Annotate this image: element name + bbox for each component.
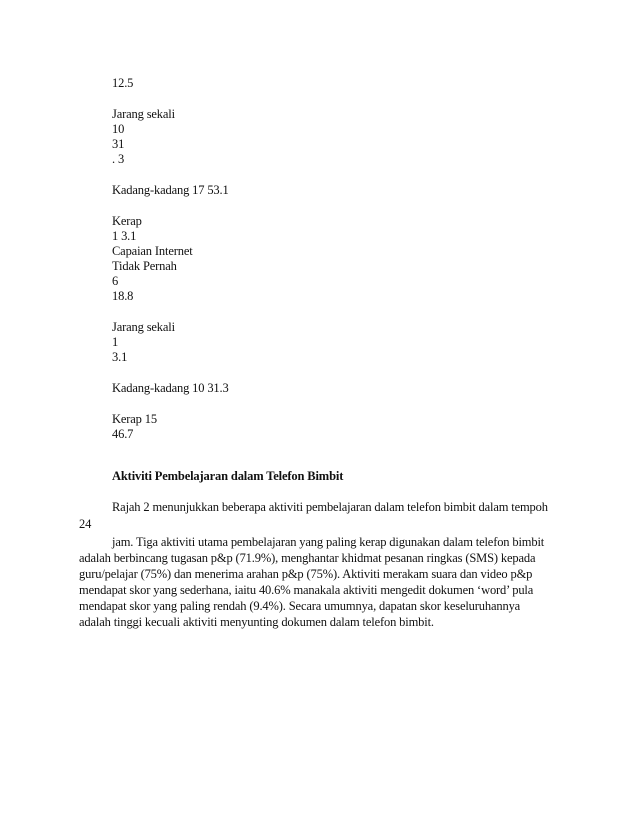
paragraph-line: adalah berbincang tugasan p&p (71.9%), menghantar khidmat pesanan ringkas (SMS) kepada xyxy=(79,551,536,565)
stat-line: 6 xyxy=(112,274,119,288)
paragraph-line: guru/pelajar (75%) dan menerima arahan p&p (75%). Aktiviti merakam suara dan video p&p xyxy=(79,567,533,581)
stat-line: Kadang-kadang 10 31.3 xyxy=(112,381,229,395)
stat-line: 10 xyxy=(112,122,125,136)
stat-line: 31 xyxy=(112,137,125,151)
stat-line: Kerap xyxy=(112,214,142,228)
stat-line: 1 xyxy=(112,335,119,349)
stat-line: . 3 xyxy=(112,152,125,166)
paragraph-line: 24 xyxy=(79,517,92,531)
stat-line: Kadang-kadang 17 53.1 xyxy=(112,183,229,197)
stat-line: Capaian Internet xyxy=(112,244,193,258)
paragraph-line: jam. Tiga aktiviti utama pembelajaran yang paling kerap digunakan dalam telefon bimbit xyxy=(112,535,545,549)
stat-line: 18.8 xyxy=(112,289,134,303)
paragraph-line: adalah tinggi kecuali aktiviti menyunting dokumen dalam telefon bimbit. xyxy=(79,615,434,629)
stat-line: 12.5 xyxy=(112,76,134,90)
stat-line: Kerap 15 xyxy=(112,412,157,426)
stat-line: 3.1 xyxy=(112,350,128,364)
stat-line: Jarang sekali xyxy=(112,320,175,334)
stat-line: Jarang sekali xyxy=(112,107,175,121)
stat-line: Tidak Pernah xyxy=(112,259,177,273)
paragraph-line: mendapat skor yang paling rendah (9.4%). Secara umumnya, dapatan skor keseluruhannya xyxy=(79,599,521,613)
paragraph-line: mendapat skor yang sederhana, iaitu 40.6% manakala aktiviti mengedit dokumen ‘word’ pula xyxy=(79,583,534,597)
stat-line: 46.7 xyxy=(112,427,134,441)
stat-line: 1 3.1 xyxy=(112,229,137,243)
section-heading: Aktiviti Pembelajaran dalam Telefon Bimbit xyxy=(112,469,344,483)
paragraph-line: Rajah 2 menunjukkan beberapa aktiviti pembelajaran dalam telefon bimbit dalam tempoh xyxy=(112,500,548,514)
